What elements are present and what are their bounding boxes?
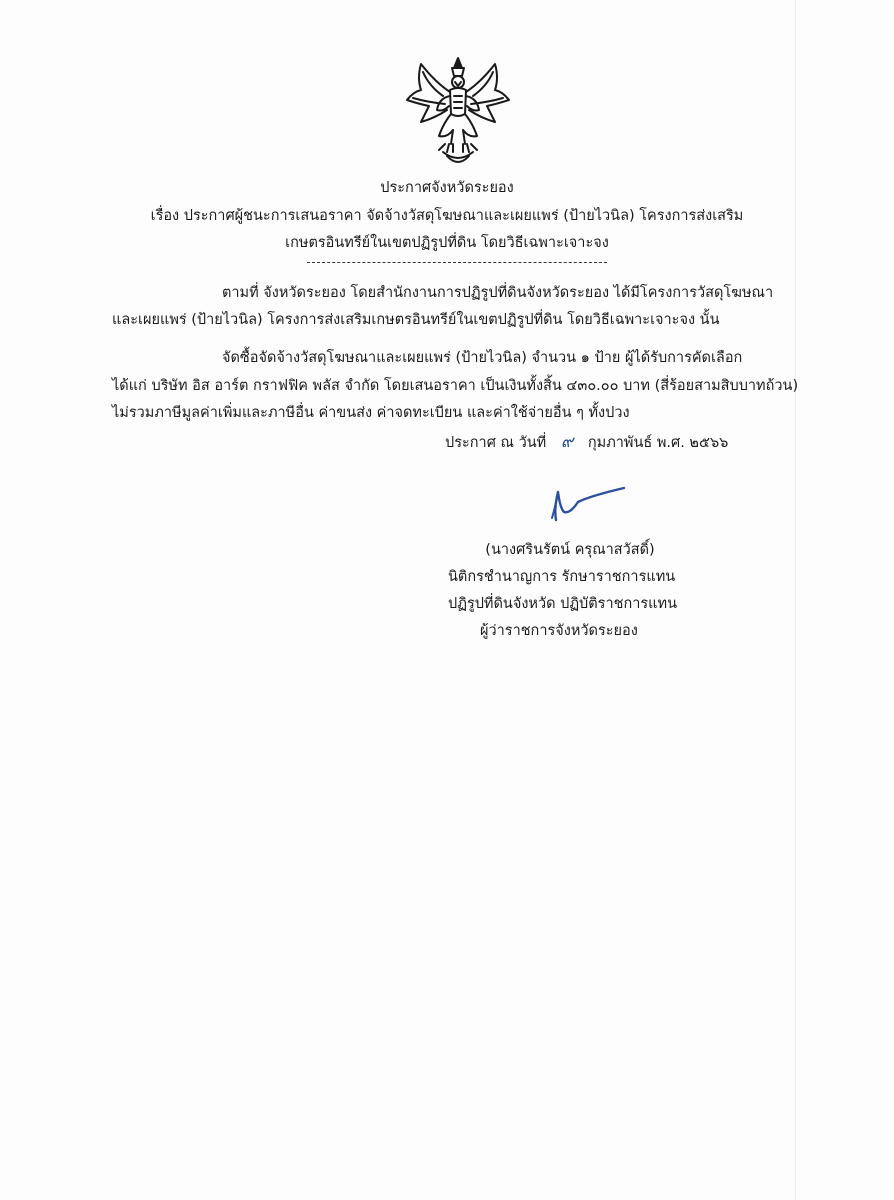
paragraph-1-line-1: ตามที่ จังหวัดระยอง โดยสำนักงานการปฏิรูปที่ดินจังหวัดระยอง ได้มีโครงการวัสดุโฆษณา: [222, 285, 774, 301]
paragraph-2-line-1: จัดซื้อจัดจ้างวัสดุโฆษณาและเผยแพร่ (ป้ายไวนิล) จำนวน ๑ ป้าย ผู้ได้รับการคัดเลือก: [222, 350, 743, 366]
signatory-position-2: ปฏิรูปที่ดินจังหวัด ปฏิบัติราชการแทน: [448, 596, 677, 612]
separator-dashed-line: [307, 262, 607, 263]
signatory-name: (นางศรินรัตน์ ครุณาสวัสดิ์): [485, 542, 655, 558]
signatory-position-1: นิติกรชำนาญการ รักษาราชการแทน: [448, 569, 676, 585]
garuda-emblem-icon: [399, 52, 517, 170]
subject-line-2: เกษตรอินทรีย์ในเขตปฏิรูปที่ดิน โดยวิธีเฉพาะเจาะจง: [285, 235, 609, 251]
paragraph-2-line-3: ไม่รวมภาษีมูลค่าเพิ่มและภาษีอื่น ค่าขนส่ง ค่าจดทะเบียน และค่าใช้จ่ายอื่น ๆ ทั้งปวง: [112, 405, 630, 421]
subject-line-1: เรื่อง ประกาศผู้ชนะการเสนอราคา จัดจ้างวัสดุโฆษณาและเผยแพร่ (ป้ายไวนิล) โครงการส่งเสริม: [150, 208, 744, 224]
announcement-date: [445, 432, 728, 453]
date-day-handwritten: ๙: [560, 432, 574, 452]
date-month-year: กุมภาพันธ์ พ.ศ. ๒๕๖๖: [587, 435, 729, 451]
date-prefix: ประกาศ ณ วันที่: [445, 435, 547, 451]
paragraph-2-line-2: ได้แก่ บริษัท อิส อาร์ต กราฟฟิค พลัส จำกัด โดยเสนอราคา เป็นเงินทั้งสิ้น ๔๓๐.๐๐ บาท (สี่ร้อยสามสิบบาทถ้วน): [112, 378, 799, 394]
signature-mark: [540, 478, 632, 528]
paragraph-1-line-2: และเผยแพร่ (ป้ายไวนิล) โครงการส่งเสริมเกษตรอินทรีย์ในเขตปฏิรูปที่ดิน โดยวิธีเฉพาะเจาะจง นั้น: [112, 312, 720, 328]
signatory-position-3: ผู้ว่าราชการจังหวัดระยอง: [480, 623, 638, 639]
announcement-title: ประกาศจังหวัดระยอง: [380, 180, 514, 196]
